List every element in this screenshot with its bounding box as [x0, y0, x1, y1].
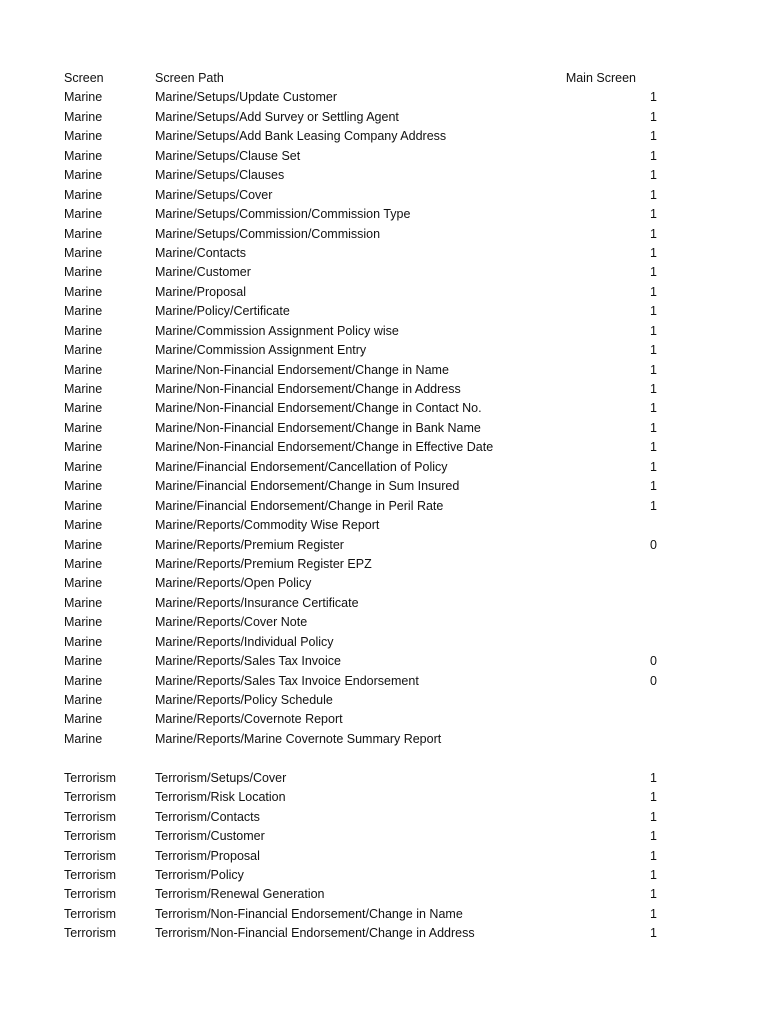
screen-cell: Marine	[64, 420, 103, 435]
screen-path-cell: Marine/Reports/Commodity Wise Report	[155, 518, 380, 533]
main-screen-cell: 1	[650, 382, 657, 396]
screen-path-cell: Terrorism/Policy	[155, 867, 244, 882]
screen-path-cell: Marine/Financial Endorsement/Change in Peril Rate	[155, 498, 444, 513]
table-row	[0, 458, 768, 477]
screen-cell: Marine	[64, 615, 103, 630]
screen-path-cell: Marine/Non-Financial Endorsement/Change in Effective Date	[155, 440, 494, 455]
screen-cell: Marine	[64, 693, 103, 707]
screen-path-cell: Marine/Reports/Premium Register EPZ	[155, 556, 372, 571]
table-row	[0, 341, 768, 360]
main-screen-cell: 0	[650, 673, 657, 688]
table-row	[0, 866, 768, 885]
table-row	[0, 380, 768, 399]
screen-cell: Marine	[64, 440, 103, 455]
table-row	[0, 166, 768, 185]
screen-cell: Marine	[64, 654, 103, 669]
screen-path-cell: Marine/Non-Financial Endorsement/Change in Address	[155, 382, 461, 396]
screen-path-cell: Marine/Reports/Open Policy	[155, 576, 312, 591]
table-row	[0, 283, 768, 302]
screen-path-cell: Marine/Non-Financial Endorsement/Change in Bank Name	[155, 420, 481, 435]
table-row	[0, 672, 768, 691]
table-row	[0, 322, 768, 341]
table-row	[0, 186, 768, 205]
table-row	[0, 244, 768, 263]
screen-path-cell: Marine/Financial Endorsement/Cancellation of Policy	[155, 459, 448, 474]
table-row	[0, 419, 768, 438]
main-screen-cell: 1	[650, 90, 657, 105]
main-screen-cell: 1	[650, 343, 657, 358]
screen-cell: Marine	[64, 265, 103, 280]
main-screen-cell: 1	[650, 187, 657, 202]
screen-cell: Terrorism	[64, 809, 117, 824]
table-row	[0, 847, 768, 866]
screen-path-cell: Marine/Commission Assignment Entry	[155, 343, 367, 358]
main-screen-cell: 1	[650, 265, 657, 280]
header-main-screen: Main Screen	[565, 71, 636, 85]
screen-path-cell: Marine/Financial Endorsement/Change in Sum Insured	[155, 479, 460, 494]
screen-path-cell: Marine/Non-Financial Endorsement/Change in Name	[155, 362, 449, 377]
screen-path-cell: Marine/Reports/Marine Covernote Summary Report	[155, 731, 442, 746]
screen-path-cell: Marine/Reports/Premium Register	[155, 537, 344, 552]
screen-cell: Marine	[64, 207, 103, 222]
table-row	[0, 302, 768, 321]
screen-cell: Marine	[64, 459, 103, 474]
main-screen-cell: 1	[650, 770, 657, 785]
table-row	[0, 497, 768, 516]
table-row	[0, 710, 768, 729]
screen-path-cell: Marine/Setups/Clauses	[155, 168, 285, 183]
screen-cell: Marine	[64, 304, 103, 319]
screen-cell: Marine	[64, 595, 103, 610]
screen-path-cell: Marine/Reports/Sales Tax Invoice	[155, 654, 341, 669]
header-row	[0, 69, 768, 88]
table-row	[0, 263, 768, 282]
main-screen-cell: 1	[650, 809, 657, 824]
screen-path-cell: Terrorism/Non-Financial Endorsement/Change in Address	[155, 926, 475, 941]
screen-path-cell: Marine/Commission Assignment Policy wise	[155, 323, 399, 338]
screen-path-cell: Marine/Reports/Covernote Report	[155, 712, 343, 727]
screen-cell: Terrorism	[64, 926, 117, 941]
screen-cell: Marine	[64, 168, 103, 183]
screen-cell: Marine	[64, 226, 103, 241]
screen-path-cell: Marine/Reports/Sales Tax Invoice Endorsement	[155, 673, 419, 688]
screen-path-cell: Marine/Setups/Add Survey or Settling Agent	[155, 109, 399, 124]
table-row	[0, 536, 768, 555]
table-row	[0, 399, 768, 418]
screen-cell: Marine	[64, 343, 103, 358]
screen-path-cell: Marine/Reports/Cover Note	[155, 615, 308, 630]
table-row	[0, 574, 768, 593]
table-row	[0, 652, 768, 671]
table-row	[0, 749, 768, 768]
table-row	[0, 594, 768, 613]
main-screen-cell: 1	[650, 304, 657, 319]
screen-cell: Marine	[64, 634, 103, 649]
screen-path-cell: Marine/Setups/Cover	[155, 187, 273, 202]
screen-path-cell: Marine/Reports/Policy Schedule	[155, 693, 333, 707]
screen-path-cell: Terrorism/Contacts	[155, 809, 260, 824]
screen-cell: Marine	[64, 284, 103, 299]
screen-path-cell: Marine/Setups/Add Bank Leasing Company Address	[155, 129, 447, 144]
table-row	[0, 885, 768, 904]
table-row	[0, 924, 768, 943]
table-body	[0, 88, 768, 943]
table-row	[0, 147, 768, 166]
screen-cell: Marine	[64, 498, 103, 513]
screen-path-cell: Marine/Reports/Insurance Certificate	[155, 595, 359, 610]
main-screen-cell: 1	[650, 926, 657, 941]
screen-path-cell: Marine/Setups/Commission/Commission Type	[155, 207, 411, 222]
main-screen-cell: 1	[650, 420, 657, 435]
main-screen-cell: 1	[650, 867, 657, 882]
screen-cell: Marine	[64, 556, 103, 571]
screen-path-cell: Marine/Contacts	[155, 245, 247, 260]
main-screen-cell: 1	[650, 848, 657, 863]
screen-path-cell: Terrorism/Proposal	[155, 848, 260, 863]
screen-path-cell: Terrorism/Customer	[155, 829, 265, 844]
screen-path-cell: Marine/Customer	[155, 265, 251, 280]
main-screen-cell: 1	[650, 207, 657, 222]
screen-path-cell: Marine/Setups/Clause Set	[155, 148, 301, 163]
table-row	[0, 205, 768, 224]
table-row	[0, 827, 768, 846]
screen-path-cell: Terrorism/Risk Location	[155, 790, 286, 805]
main-screen-cell: 1	[650, 498, 657, 513]
main-screen-cell: 1	[650, 790, 657, 805]
screen-cell: Marine	[64, 187, 103, 202]
main-screen-cell: 1	[650, 479, 657, 494]
main-screen-cell: 1	[650, 168, 657, 183]
table-row	[0, 691, 768, 710]
screen-path-cell: Terrorism/Non-Financial Endorsement/Change in Name	[155, 906, 463, 921]
main-screen-cell: 0	[650, 654, 657, 669]
table-row	[0, 769, 768, 788]
screen-cell: Terrorism	[64, 829, 117, 844]
screen-path-cell: Marine/Setups/Commission/Commission	[155, 226, 381, 241]
screen-path-cell: Marine/Reports/Individual Policy	[155, 634, 334, 649]
table-row	[0, 225, 768, 244]
main-screen-cell: 1	[650, 887, 657, 902]
table-row	[0, 613, 768, 632]
screen-path-cell: Marine/Proposal	[155, 284, 247, 299]
main-screen-cell: 1	[650, 129, 657, 144]
screen-cell: Marine	[64, 673, 103, 688]
table-row	[0, 905, 768, 924]
screen-cell: Terrorism	[64, 906, 117, 921]
screen-cell: Marine	[64, 148, 103, 163]
screen-cell: Marine	[64, 576, 103, 591]
screen-path-cell: Marine/Policy/Certificate	[155, 304, 290, 319]
main-screen-cell: 0	[650, 537, 657, 552]
screen-cell: Marine	[64, 382, 103, 396]
main-screen-cell: 1	[650, 906, 657, 921]
main-screen-cell: 1	[650, 829, 657, 844]
screen-cell: Terrorism	[64, 867, 117, 882]
screen-cell: Terrorism	[64, 770, 117, 785]
screen-cell: Marine	[64, 401, 103, 416]
table-row	[0, 438, 768, 457]
main-screen-cell: 1	[650, 109, 657, 124]
screen-cell: Marine	[64, 479, 103, 494]
screen-cell: Marine	[64, 537, 103, 552]
screen-cell: Marine	[64, 731, 103, 746]
screen-cell: Terrorism	[64, 887, 117, 902]
screen-cell: Terrorism	[64, 790, 117, 805]
table-row	[0, 88, 768, 107]
screen-cell: Marine	[64, 90, 103, 105]
screen-path-cell: Terrorism/Renewal Generation	[155, 887, 325, 902]
screen-cell: Marine	[64, 129, 103, 144]
table-row	[0, 788, 768, 807]
main-screen-cell: 1	[650, 148, 657, 163]
screen-cell: Marine	[64, 109, 103, 124]
main-screen-cell: 1	[650, 284, 657, 299]
screen-cell: Marine	[64, 362, 103, 377]
main-screen-cell: 1	[650, 459, 657, 474]
table-row	[0, 555, 768, 574]
screen-path-cell: Marine/Setups/Update Customer	[155, 90, 338, 105]
table-row	[0, 516, 768, 535]
spreadsheet	[0, 69, 768, 944]
screen-path-cell: Terrorism/Setups/Cover	[155, 770, 287, 785]
main-screen-cell: 1	[650, 440, 657, 455]
table-row	[0, 633, 768, 652]
screen-cell: Marine	[64, 245, 103, 260]
table-row	[0, 808, 768, 827]
screen-cell: Marine	[64, 323, 103, 338]
screen-cell: Marine	[64, 518, 103, 533]
screen-path-cell: Marine/Non-Financial Endorsement/Change in Contact No.	[155, 401, 482, 416]
screen-cell: Marine	[64, 712, 103, 727]
header-screen: Screen	[64, 71, 104, 85]
main-screen-cell: 1	[650, 226, 657, 241]
table-row	[0, 730, 768, 749]
main-screen-cell: 1	[650, 245, 657, 260]
main-screen-cell: 1	[650, 401, 657, 416]
main-screen-cell: 1	[650, 362, 657, 377]
table-row	[0, 477, 768, 496]
header-screen-path: Screen Path	[155, 71, 224, 85]
main-screen-cell: 1	[650, 323, 657, 338]
screen-cell: Terrorism	[64, 848, 117, 863]
table-row	[0, 127, 768, 146]
table-row	[0, 361, 768, 380]
table-row	[0, 108, 768, 127]
